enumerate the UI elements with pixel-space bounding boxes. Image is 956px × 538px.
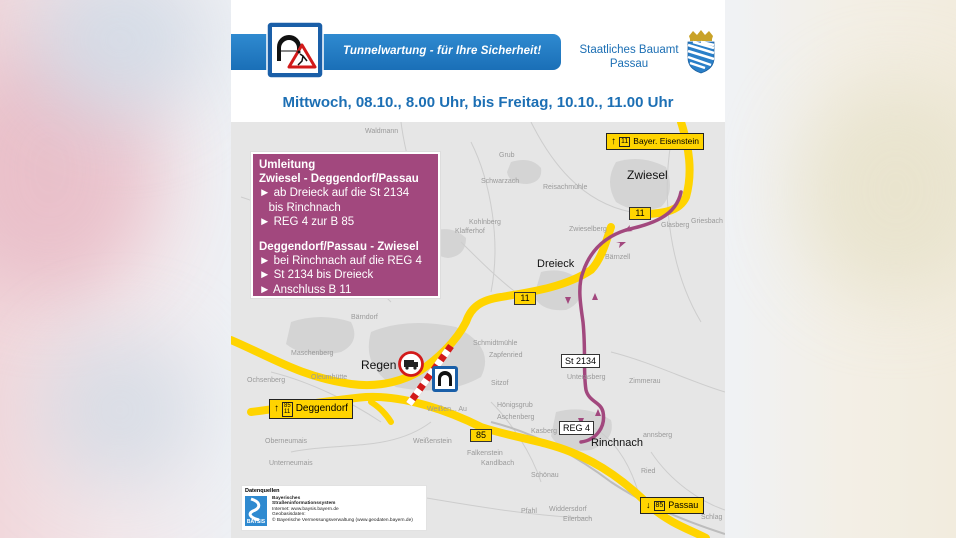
- bg-blur: [796, 80, 956, 300]
- destination-sign-passau: [640, 497, 704, 514]
- place-rinchnach: Rinchnach: [591, 437, 643, 449]
- map-label: Eilerbach: [563, 516, 593, 523]
- map-label: Schmidtmühle: [473, 340, 518, 347]
- route-number: 11: [284, 409, 291, 415]
- no-trucks-sign-icon: [398, 351, 424, 377]
- route-number: 11: [621, 137, 629, 145]
- arrow-down-icon: ↓: [646, 500, 651, 510]
- map-label: Klafferhof: [455, 228, 485, 235]
- map-label: Glasberg: [661, 222, 690, 229]
- map-label: Ried: [641, 468, 656, 475]
- map-label: Pfahl: [521, 508, 537, 515]
- place-regen: Regen: [361, 358, 397, 372]
- map-label: Schwarzach: [481, 178, 520, 185]
- map-label: Hönigsgrub: [497, 402, 533, 409]
- baysis-logo-text: BAYSIS: [246, 519, 266, 525]
- place-dreieck: Dreieck: [537, 258, 575, 270]
- destination-text: Passau: [668, 500, 699, 510]
- map-label: Bärnzell: [605, 254, 631, 261]
- data-source-line: Internet: www.baysis.bayern.de: [272, 506, 339, 512]
- detour-map: [231, 122, 725, 538]
- road-shield-b11: 11: [629, 207, 651, 220]
- legend-item: ► REG 4 zur B 85: [259, 215, 355, 228]
- road-shield-reg4: REG 4: [559, 421, 594, 435]
- map-label: Weißenstein: [413, 438, 452, 445]
- legend-item: ► bei Rinchnach auf die REG 4: [259, 255, 422, 268]
- map-label: Oberneumais: [265, 438, 308, 445]
- map-label: Weißen... Au: [427, 406, 467, 413]
- map-label: Grub: [499, 152, 515, 159]
- map-label: Bärndorf: [351, 314, 378, 321]
- destination-text: Deggendorf: [295, 403, 348, 414]
- destination-sign-deggendorf: [269, 399, 353, 419]
- legend-item: ► ab Dreieck auf die St 2134: [259, 187, 410, 200]
- data-source-line: © Bayerische Vermessungsverwaltung (www.geodaten.bayern.de): [272, 517, 413, 523]
- notice-poster: [231, 0, 725, 538]
- map-label: Schlag: [701, 514, 723, 521]
- map-label: Schönau: [531, 472, 559, 479]
- closure-date-range: Mittwoch, 08.10., 8.00 Uhr, bis Freitag, 10.10., 11.00 Uhr: [282, 94, 674, 111]
- arrow-up-icon: ↑: [611, 136, 616, 147]
- map-label: Reisachmühle: [543, 184, 588, 191]
- map-label: Sitzof: [491, 380, 509, 387]
- data-source-line: Geobasisdaten:: [272, 512, 306, 518]
- route-number: 85: [284, 402, 291, 409]
- map-label: Aschenberg: [497, 414, 535, 421]
- tunnel-works-sign-icon: [266, 21, 324, 79]
- map-label: Falkenstein: [467, 450, 503, 457]
- legend-item: ► Anschluss B 11: [259, 283, 352, 296]
- map-label: Zapfenried: [489, 352, 523, 359]
- tunnel-sign-icon: [431, 365, 459, 393]
- map-label: Griesbach: [691, 218, 723, 225]
- authority-line2: Passau: [609, 58, 649, 70]
- map-label: Widdersdorf: [549, 506, 587, 513]
- legend-heading: Deggendorf/Passau - Zwiesel: [259, 241, 419, 254]
- legend-heading: Zwiesel - Deggendorf/Passau: [259, 173, 419, 186]
- detour-legend: [251, 152, 440, 298]
- header-title: Tunnelwartung - für Ihre Sicherheit!: [343, 45, 542, 57]
- destination-sign-eisenstein: [606, 133, 704, 150]
- map-label: Kandlbach: [481, 460, 515, 467]
- place-zwiesel: Zwiesel: [627, 168, 668, 182]
- data-source-line: Bayerisches: [272, 496, 301, 501]
- arrow-up-icon: ↑: [274, 403, 279, 414]
- road-shield-b11: 11: [514, 292, 536, 305]
- map-label: Kasberg: [531, 428, 558, 435]
- map-label: Zwieselberg: [569, 226, 607, 233]
- bavaria-crest-icon: [685, 30, 717, 74]
- authority-line1: Staatliches Bauamt: [579, 44, 679, 56]
- map-label: Unterneumais: [269, 460, 313, 467]
- map-label: Waldmann: [365, 128, 399, 135]
- data-sources-box: [241, 485, 427, 531]
- destination-text: Bayer. Eisenstein: [633, 136, 699, 146]
- bg-blur: [40, 330, 200, 490]
- legend-heading: Umleitung: [259, 159, 316, 171]
- map-label: Unterasberg: [567, 374, 606, 381]
- map-label: Ochsenberg: [247, 377, 286, 384]
- data-sources-title: Datenquellen: [245, 488, 280, 494]
- legend-item: ► St 2134 bis Dreieck: [259, 269, 374, 282]
- map-label: annsberg: [643, 432, 673, 439]
- map-label: Kohlnberg: [469, 219, 501, 226]
- legend-item: bis Rinchnach: [259, 201, 341, 214]
- map-label: Zimmerau: [629, 378, 661, 385]
- data-source-line: Straßeninformationssystem: [272, 501, 336, 507]
- road-shield-b85: 85: [470, 429, 492, 442]
- authority-name: [579, 43, 679, 71]
- road-shield-st2134: St 2134: [561, 354, 600, 368]
- map-label: Maschenberg: [291, 350, 334, 357]
- route-number: 85: [655, 501, 664, 509]
- map-label: Oleumhütte: [311, 374, 348, 381]
